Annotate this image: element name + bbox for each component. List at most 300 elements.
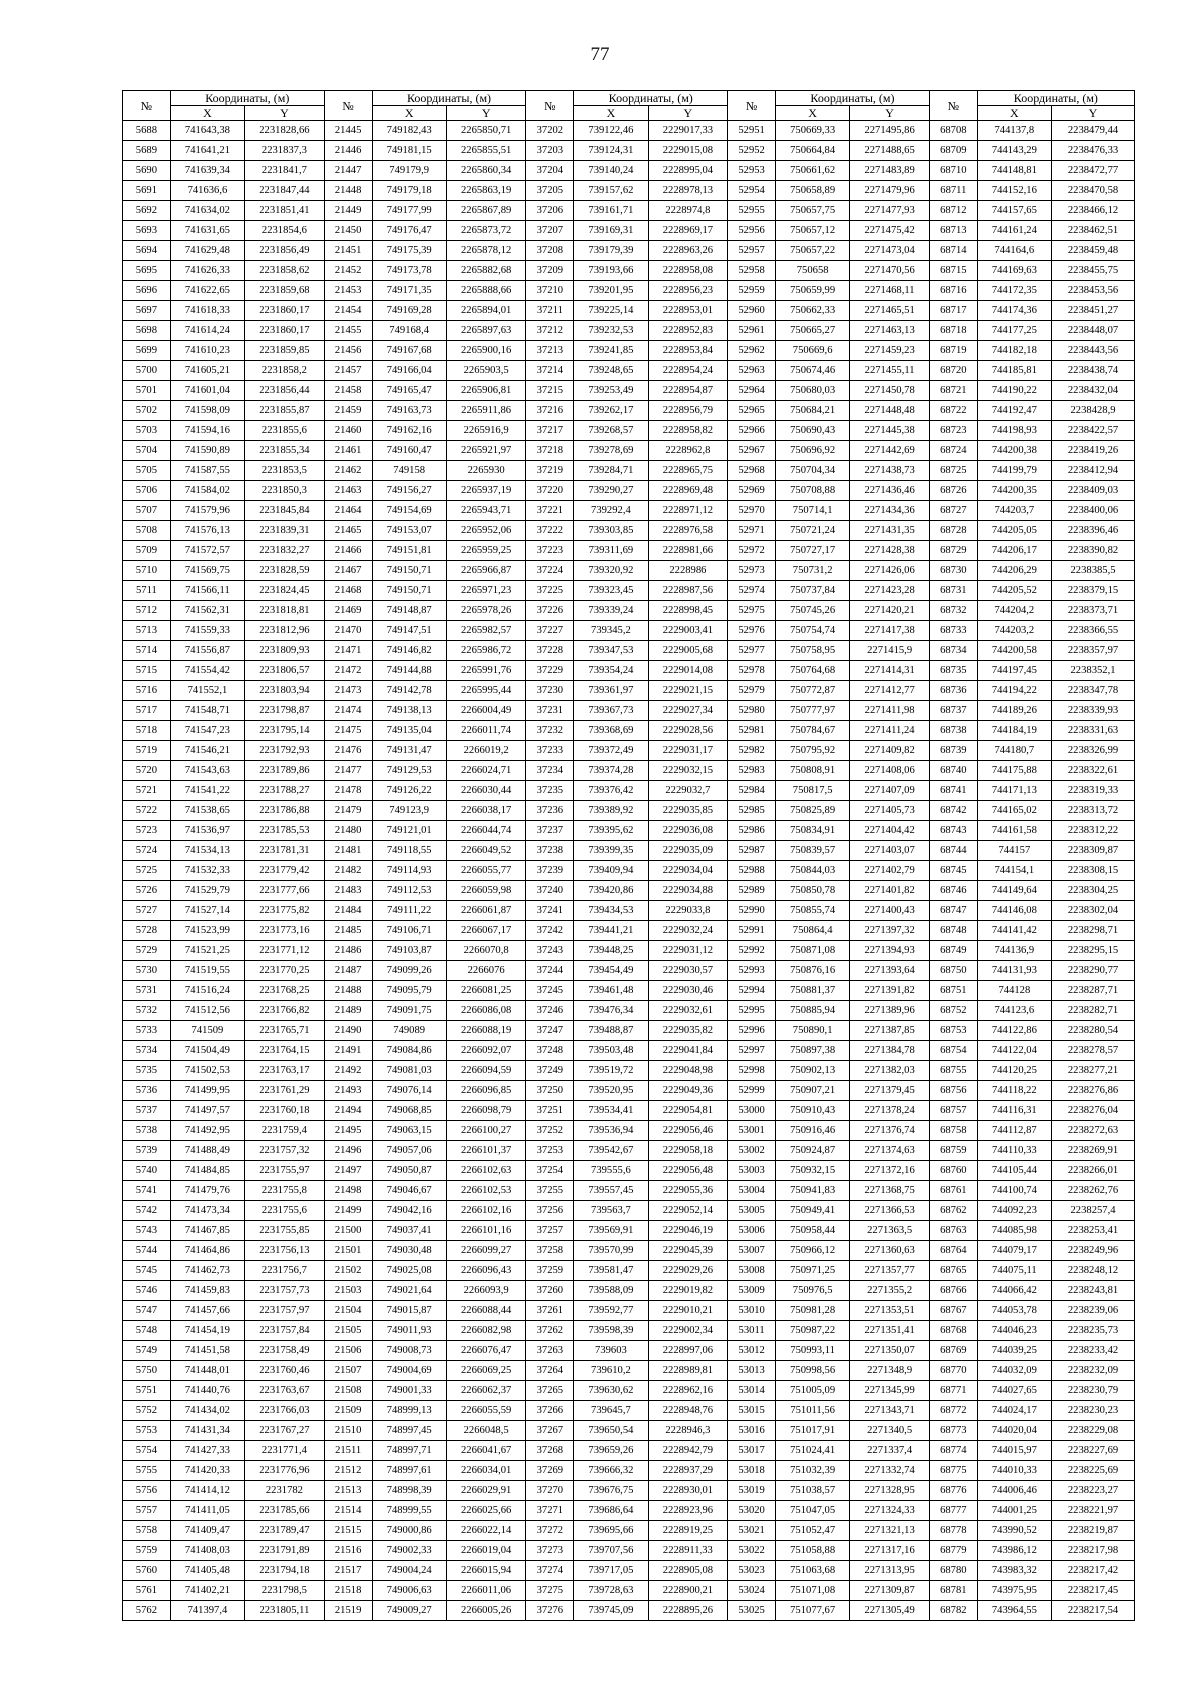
coord-y-cell: 2271305,49 — [850, 1601, 930, 1621]
coord-y-cell: 2229028,56 — [648, 721, 728, 741]
coord-x-cell: 744154,1 — [977, 861, 1051, 881]
point-number-cell: 21478 — [324, 781, 372, 801]
point-number-cell: 5717 — [123, 701, 171, 721]
coord-x-cell: 751017,91 — [775, 1421, 849, 1441]
point-number-cell: 52998 — [728, 1061, 776, 1081]
coord-y-cell: 2271428,38 — [850, 541, 930, 561]
point-number-cell: 21493 — [324, 1081, 372, 1101]
point-number-cell: 68718 — [929, 321, 977, 341]
point-number-cell: 21510 — [324, 1421, 372, 1441]
coord-y-cell: 2231828,66 — [245, 121, 325, 141]
coord-y-cell: 2265986,72 — [446, 641, 526, 661]
coord-x-cell: 750817,5 — [775, 781, 849, 801]
point-number-cell: 53023 — [728, 1561, 776, 1581]
point-number-cell: 52966 — [728, 421, 776, 441]
point-number-cell: 5735 — [123, 1061, 171, 1081]
coord-y-cell: 2231858,2 — [245, 361, 325, 381]
coord-y-cell: 2265855,51 — [446, 141, 526, 161]
coord-y-cell: 2231859,68 — [245, 281, 325, 301]
table-row — [123, 1001, 1135, 1021]
coord-x-cell: 749008,73 — [372, 1341, 446, 1361]
point-number-cell: 37270 — [526, 1481, 574, 1501]
coord-x-cell: 739581,47 — [574, 1261, 648, 1281]
coord-y-cell: 2265921,97 — [446, 441, 526, 461]
table-row — [123, 1021, 1135, 1041]
coord-x-cell: 744001,25 — [977, 1501, 1051, 1521]
point-number-cell: 37239 — [526, 861, 574, 881]
coord-x-cell: 741516,24 — [170, 981, 244, 1001]
coord-x-cell: 744046,23 — [977, 1321, 1051, 1341]
coord-y-cell: 2266070,8 — [446, 941, 526, 961]
coord-x-cell: 744199,79 — [977, 461, 1051, 481]
point-number-cell: 21454 — [324, 301, 372, 321]
coord-y-cell: 2228956,23 — [648, 281, 728, 301]
coord-x-cell: 744200,58 — [977, 641, 1051, 661]
point-number-cell: 53020 — [728, 1501, 776, 1521]
coord-x-cell: 750754,74 — [775, 621, 849, 641]
coord-y-cell: 2266096,85 — [446, 1081, 526, 1101]
point-number-cell: 68737 — [929, 701, 977, 721]
coord-y-cell: 2238249,96 — [1052, 1241, 1135, 1261]
coord-y-cell: 2231763,17 — [245, 1061, 325, 1081]
coord-x-cell: 750708,88 — [775, 481, 849, 501]
coord-x-cell: 749046,67 — [372, 1181, 446, 1201]
point-number-cell: 68756 — [929, 1081, 977, 1101]
point-number-cell: 37204 — [526, 161, 574, 181]
coord-x-cell: 751052,47 — [775, 1521, 849, 1541]
coord-x-cell: 749030,48 — [372, 1241, 446, 1261]
point-number-cell: 68772 — [929, 1401, 977, 1421]
point-number-cell: 68764 — [929, 1241, 977, 1261]
point-number-cell: 37262 — [526, 1321, 574, 1341]
coord-x-cell: 748999,55 — [372, 1501, 446, 1521]
point-number-cell: 21467 — [324, 561, 372, 581]
table-row — [123, 841, 1135, 861]
coord-y-cell: 2265873,72 — [446, 221, 526, 241]
coord-y-cell: 2266062,37 — [446, 1381, 526, 1401]
coord-y-cell: 2265888,66 — [446, 281, 526, 301]
coord-y-cell: 2271374,63 — [850, 1141, 930, 1161]
point-number-cell: 68721 — [929, 381, 977, 401]
point-number-cell: 68752 — [929, 1001, 977, 1021]
coord-y-cell: 2271393,64 — [850, 961, 930, 981]
point-number-cell: 21453 — [324, 281, 372, 301]
coord-x-cell: 741448,01 — [170, 1361, 244, 1381]
point-number-cell: 37221 — [526, 501, 574, 521]
coord-x-cell: 741502,53 — [170, 1061, 244, 1081]
coord-y-cell: 2238253,41 — [1052, 1221, 1135, 1241]
table-row — [123, 821, 1135, 841]
coord-y-cell: 2238396,46 — [1052, 521, 1135, 541]
coord-x-cell: 741427,33 — [170, 1441, 244, 1461]
coord-y-cell: 2238309,87 — [1052, 841, 1135, 861]
coord-y-cell: 2229003,41 — [648, 621, 728, 641]
header-x: X — [372, 106, 446, 121]
coord-y-cell: 2228895,26 — [648, 1601, 728, 1621]
coord-x-cell: 750772,87 — [775, 681, 849, 701]
point-number-cell: 53024 — [728, 1581, 776, 1601]
coord-x-cell: 750949,41 — [775, 1201, 849, 1221]
point-number-cell: 21515 — [324, 1521, 372, 1541]
coord-y-cell: 2271409,82 — [850, 741, 930, 761]
coord-y-cell: 2229045,39 — [648, 1241, 728, 1261]
point-number-cell: 5712 — [123, 601, 171, 621]
point-number-cell: 68751 — [929, 981, 977, 1001]
coord-x-cell: 739339,24 — [574, 601, 648, 621]
coord-x-cell: 744120,25 — [977, 1061, 1051, 1081]
point-number-cell: 53008 — [728, 1261, 776, 1281]
coord-x-cell: 741497,57 — [170, 1101, 244, 1121]
coord-x-cell: 750661,62 — [775, 161, 849, 181]
coord-x-cell: 741532,33 — [170, 861, 244, 881]
point-number-cell: 37264 — [526, 1361, 574, 1381]
coord-y-cell: 2231770,25 — [245, 961, 325, 981]
point-number-cell: 52980 — [728, 701, 776, 721]
point-number-cell: 5721 — [123, 781, 171, 801]
coord-x-cell: 750662,33 — [775, 301, 849, 321]
point-number-cell: 37244 — [526, 961, 574, 981]
coord-x-cell: 741411,05 — [170, 1501, 244, 1521]
point-number-cell: 68712 — [929, 201, 977, 221]
point-number-cell: 53001 — [728, 1121, 776, 1141]
coord-y-cell: 2231812,96 — [245, 621, 325, 641]
point-number-cell: 37224 — [526, 561, 574, 581]
coord-y-cell: 2265894,01 — [446, 301, 526, 321]
coord-y-cell: 2271379,45 — [850, 1081, 930, 1101]
coord-x-cell: 741618,33 — [170, 301, 244, 321]
coord-y-cell: 2238326,99 — [1052, 741, 1135, 761]
point-number-cell: 21501 — [324, 1241, 372, 1261]
point-number-cell: 21490 — [324, 1021, 372, 1041]
coord-y-cell: 2231851,41 — [245, 201, 325, 221]
point-number-cell: 68760 — [929, 1161, 977, 1181]
coord-x-cell: 749084,86 — [372, 1041, 446, 1061]
coord-x-cell: 749001,33 — [372, 1381, 446, 1401]
coord-y-cell: 2228962,16 — [648, 1381, 728, 1401]
coord-y-cell: 2229032,24 — [648, 921, 728, 941]
coord-y-cell: 2265959,25 — [446, 541, 526, 561]
coord-x-cell: 739292,4 — [574, 501, 648, 521]
point-number-cell: 53022 — [728, 1541, 776, 1561]
coord-y-cell: 2229034,88 — [648, 881, 728, 901]
table-row — [123, 1261, 1135, 1281]
coord-y-cell: 2231771,12 — [245, 941, 325, 961]
point-number-cell: 68750 — [929, 961, 977, 981]
point-number-cell: 52986 — [728, 821, 776, 841]
point-number-cell: 53005 — [728, 1201, 776, 1221]
coord-x-cell: 749000,86 — [372, 1521, 446, 1541]
coord-x-cell: 739262,17 — [574, 401, 648, 421]
table-row — [123, 921, 1135, 941]
coord-y-cell: 2238290,77 — [1052, 961, 1135, 981]
point-number-cell: 5723 — [123, 821, 171, 841]
point-number-cell: 5689 — [123, 141, 171, 161]
coord-x-cell: 739232,53 — [574, 321, 648, 341]
point-number-cell: 21459 — [324, 401, 372, 421]
point-number-cell: 52953 — [728, 161, 776, 181]
table-row — [123, 301, 1135, 321]
coord-y-cell: 2231773,16 — [245, 921, 325, 941]
point-number-cell: 68747 — [929, 901, 977, 921]
table-row — [123, 1421, 1135, 1441]
coord-y-cell: 2231805,11 — [245, 1601, 325, 1621]
point-number-cell: 5739 — [123, 1141, 171, 1161]
coord-x-cell: 739448,25 — [574, 941, 648, 961]
point-number-cell: 53017 — [728, 1441, 776, 1461]
coord-x-cell: 744010,33 — [977, 1461, 1051, 1481]
point-number-cell: 37276 — [526, 1601, 574, 1621]
coord-y-cell: 2238282,71 — [1052, 1001, 1135, 1021]
table-row — [123, 341, 1135, 361]
point-number-cell: 52985 — [728, 801, 776, 821]
point-number-cell: 68768 — [929, 1321, 977, 1341]
coord-x-cell: 741601,04 — [170, 381, 244, 401]
table-row — [123, 1201, 1135, 1221]
point-number-cell: 68740 — [929, 761, 977, 781]
point-number-cell: 52951 — [728, 121, 776, 141]
coord-x-cell: 749004,24 — [372, 1561, 446, 1581]
coord-x-cell: 744169,63 — [977, 261, 1051, 281]
coord-x-cell: 739650,54 — [574, 1421, 648, 1441]
coord-y-cell: 2231766,03 — [245, 1401, 325, 1421]
point-number-cell: 68757 — [929, 1101, 977, 1121]
coord-x-cell: 739311,69 — [574, 541, 648, 561]
coord-x-cell: 749166,04 — [372, 361, 446, 381]
point-number-cell: 5700 — [123, 361, 171, 381]
point-number-cell: 21472 — [324, 661, 372, 681]
point-number-cell: 5746 — [123, 1281, 171, 1301]
coord-x-cell: 749081,03 — [372, 1061, 446, 1081]
coord-x-cell: 749179,9 — [372, 161, 446, 181]
coord-x-cell: 749179,18 — [372, 181, 446, 201]
coord-x-cell: 739361,97 — [574, 681, 648, 701]
coord-x-cell: 749171,35 — [372, 281, 446, 301]
point-number-cell: 21476 — [324, 741, 372, 761]
coord-x-cell: 744198,93 — [977, 421, 1051, 441]
coord-x-cell: 750658,89 — [775, 181, 849, 201]
coord-x-cell: 741605,21 — [170, 361, 244, 381]
coord-x-cell: 750669,6 — [775, 341, 849, 361]
coord-x-cell: 741414,12 — [170, 1481, 244, 1501]
point-number-cell: 5762 — [123, 1601, 171, 1621]
point-number-cell: 5709 — [123, 541, 171, 561]
point-number-cell: 21446 — [324, 141, 372, 161]
point-number-cell: 37220 — [526, 481, 574, 501]
coord-x-cell: 744110,33 — [977, 1141, 1051, 1161]
coord-x-cell: 741584,02 — [170, 481, 244, 501]
point-number-cell: 21474 — [324, 701, 372, 721]
coord-x-cell: 739536,94 — [574, 1121, 648, 1141]
coord-y-cell: 2238400,06 — [1052, 501, 1135, 521]
point-number-cell: 37269 — [526, 1461, 574, 1481]
point-number-cell: 37268 — [526, 1441, 574, 1461]
point-number-cell: 5754 — [123, 1441, 171, 1461]
coord-y-cell: 2238230,79 — [1052, 1381, 1135, 1401]
coord-y-cell: 2229019,82 — [648, 1281, 728, 1301]
coord-x-cell: 739666,32 — [574, 1461, 648, 1481]
table-row — [123, 1081, 1135, 1101]
header-x: X — [574, 106, 648, 121]
coord-y-cell: 2228969,17 — [648, 221, 728, 241]
point-number-cell: 52987 — [728, 841, 776, 861]
coord-x-cell: 750890,1 — [775, 1021, 849, 1041]
coord-x-cell: 739372,49 — [574, 741, 648, 761]
header-x: X — [775, 106, 849, 121]
coord-x-cell: 750658 — [775, 261, 849, 281]
coord-x-cell: 749182,43 — [372, 121, 446, 141]
table-row — [123, 241, 1135, 261]
coord-y-cell: 2231803,94 — [245, 681, 325, 701]
coord-x-cell: 743964,55 — [977, 1601, 1051, 1621]
coord-y-cell: 2228956,79 — [648, 401, 728, 421]
coord-y-cell: 2265903,5 — [446, 361, 526, 381]
coord-x-cell: 743990,52 — [977, 1521, 1051, 1541]
coord-y-cell: 2229031,17 — [648, 741, 728, 761]
point-number-cell: 68708 — [929, 121, 977, 141]
coord-y-cell: 2228937,29 — [648, 1461, 728, 1481]
coord-y-cell: 2266005,26 — [446, 1601, 526, 1621]
point-number-cell: 37202 — [526, 121, 574, 141]
coord-y-cell: 2231757,73 — [245, 1281, 325, 1301]
coord-y-cell: 2265966,87 — [446, 561, 526, 581]
coord-x-cell: 750659,99 — [775, 281, 849, 301]
coord-y-cell: 2265906,81 — [446, 381, 526, 401]
coord-x-cell: 749129,53 — [372, 761, 446, 781]
table-row — [123, 201, 1135, 221]
point-number-cell: 68766 — [929, 1281, 977, 1301]
coord-x-cell: 739570,99 — [574, 1241, 648, 1261]
coord-y-cell: 2238219,87 — [1052, 1521, 1135, 1541]
table-row — [123, 501, 1135, 521]
header-x: X — [977, 106, 1051, 121]
point-number-cell: 21458 — [324, 381, 372, 401]
coord-x-cell: 741509 — [170, 1021, 244, 1041]
page-number: 77 — [590, 44, 610, 65]
table-row — [123, 741, 1135, 761]
coord-y-cell: 2265863,19 — [446, 181, 526, 201]
coord-x-cell: 750941,83 — [775, 1181, 849, 1201]
coord-y-cell: 2266034,01 — [446, 1461, 526, 1481]
coord-x-cell: 739676,75 — [574, 1481, 648, 1501]
coord-x-cell: 741639,34 — [170, 161, 244, 181]
point-number-cell: 37212 — [526, 321, 574, 341]
coord-x-cell: 750825,89 — [775, 801, 849, 821]
coord-x-cell: 749163,73 — [372, 401, 446, 421]
coord-y-cell: 2231758,49 — [245, 1341, 325, 1361]
point-number-cell: 21445 — [324, 121, 372, 141]
coord-x-cell: 744205,05 — [977, 521, 1051, 541]
coord-x-cell: 744203,2 — [977, 621, 1051, 641]
point-number-cell: 21497 — [324, 1161, 372, 1181]
point-number-cell: 21481 — [324, 841, 372, 861]
coord-x-cell: 744079,17 — [977, 1241, 1051, 1261]
point-number-cell: 37259 — [526, 1261, 574, 1281]
point-number-cell: 5757 — [123, 1501, 171, 1521]
coord-x-cell: 748997,45 — [372, 1421, 446, 1441]
point-number-cell: 5740 — [123, 1161, 171, 1181]
coord-y-cell: 2231761,29 — [245, 1081, 325, 1101]
coord-y-cell: 2229055,36 — [648, 1181, 728, 1201]
point-number-cell: 68769 — [929, 1341, 977, 1361]
coord-y-cell: 2231786,88 — [245, 801, 325, 821]
point-number-cell: 5761 — [123, 1581, 171, 1601]
point-number-cell: 21514 — [324, 1501, 372, 1521]
coord-x-cell: 750674,46 — [775, 361, 849, 381]
coord-y-cell: 2271436,46 — [850, 481, 930, 501]
point-number-cell: 21511 — [324, 1441, 372, 1461]
coord-y-cell: 2271345,99 — [850, 1381, 930, 1401]
point-number-cell: 5741 — [123, 1181, 171, 1201]
coord-x-cell: 739745,09 — [574, 1601, 648, 1621]
coord-y-cell: 2271313,95 — [850, 1561, 930, 1581]
coord-x-cell: 750998,56 — [775, 1361, 849, 1381]
coord-y-cell: 2231860,17 — [245, 301, 325, 321]
point-number-cell: 52990 — [728, 901, 776, 921]
table-row — [123, 1441, 1135, 1461]
coord-y-cell: 2238373,71 — [1052, 601, 1135, 621]
coord-y-cell: 2238438,74 — [1052, 361, 1135, 381]
coord-x-cell: 749126,22 — [372, 781, 446, 801]
coord-x-cell: 744189,26 — [977, 701, 1051, 721]
coord-y-cell: 2229010,21 — [648, 1301, 728, 1321]
point-number-cell: 52977 — [728, 641, 776, 661]
coord-y-cell: 2229036,08 — [648, 821, 728, 841]
coord-x-cell: 750704,34 — [775, 461, 849, 481]
point-number-cell: 21463 — [324, 481, 372, 501]
point-number-cell: 5699 — [123, 341, 171, 361]
coord-y-cell: 2238443,56 — [1052, 341, 1135, 361]
coord-y-cell: 2229015,08 — [648, 141, 728, 161]
coord-x-cell: 739395,62 — [574, 821, 648, 841]
point-number-cell: 68781 — [929, 1581, 977, 1601]
point-number-cell: 5715 — [123, 661, 171, 681]
coord-y-cell: 2238466,12 — [1052, 201, 1135, 221]
point-number-cell: 68742 — [929, 801, 977, 821]
coord-y-cell: 2266098,79 — [446, 1101, 526, 1121]
coord-y-cell: 2271407,09 — [850, 781, 930, 801]
coord-x-cell: 749153,07 — [372, 521, 446, 541]
point-number-cell: 68745 — [929, 861, 977, 881]
coord-y-cell: 2238412,94 — [1052, 461, 1135, 481]
point-number-cell: 37266 — [526, 1401, 574, 1421]
coord-x-cell: 739268,57 — [574, 421, 648, 441]
coord-y-cell: 2271366,53 — [850, 1201, 930, 1221]
point-number-cell: 37235 — [526, 781, 574, 801]
point-number-cell: 68724 — [929, 441, 977, 461]
coord-x-cell: 739193,66 — [574, 261, 648, 281]
coord-x-cell: 744105,44 — [977, 1161, 1051, 1181]
table-row — [123, 941, 1135, 961]
coord-x-cell: 744175,88 — [977, 761, 1051, 781]
coord-y-cell: 2238302,04 — [1052, 901, 1135, 921]
coord-y-cell: 2238470,58 — [1052, 181, 1135, 201]
coord-x-cell: 741402,21 — [170, 1581, 244, 1601]
coord-x-cell: 749004,69 — [372, 1361, 446, 1381]
point-number-cell: 68715 — [929, 261, 977, 281]
coord-y-cell: 2265937,19 — [446, 481, 526, 501]
point-number-cell: 37228 — [526, 641, 574, 661]
coord-y-cell: 2228952,83 — [648, 321, 728, 341]
table-row — [123, 761, 1135, 781]
coord-x-cell: 739659,26 — [574, 1441, 648, 1461]
coord-x-cell: 750897,38 — [775, 1041, 849, 1061]
point-number-cell: 5733 — [123, 1021, 171, 1041]
coord-x-cell: 749150,71 — [372, 581, 446, 601]
coord-x-cell: 739376,42 — [574, 781, 648, 801]
coord-x-cell: 744165,02 — [977, 801, 1051, 821]
coord-y-cell: 2231855,87 — [245, 401, 325, 421]
coord-y-cell: 2271384,78 — [850, 1041, 930, 1061]
